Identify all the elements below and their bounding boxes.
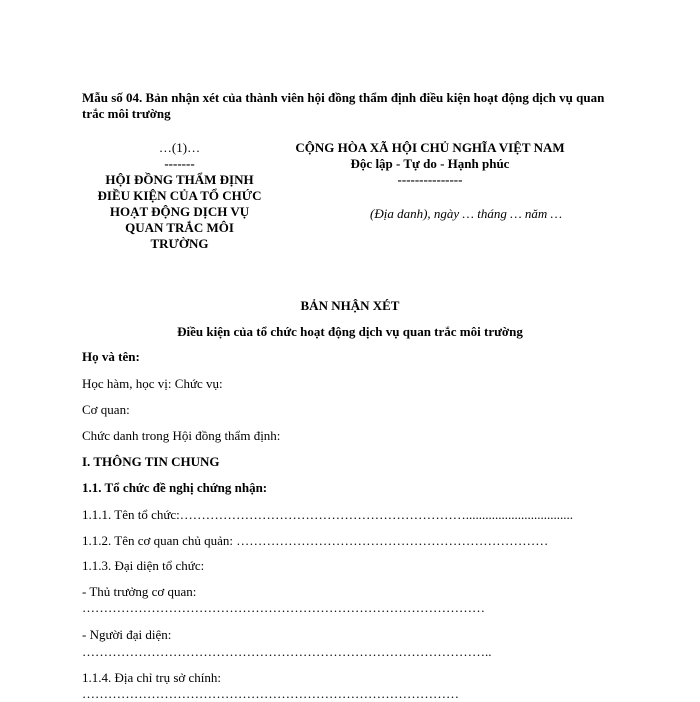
item-parent-agency: 1.1.2. Tên cơ quan chủ quản: ……………………………………………………………… <box>82 533 549 548</box>
field-name: Họ và tên: <box>82 349 140 364</box>
council-name-line: TRƯỜNG <box>150 236 209 251</box>
section-applicant: 1.1. Tổ chức đề nghị chứng nhận: <box>82 480 268 495</box>
field-rank: Học hàm, học vị: Chức vụ: <box>82 376 223 391</box>
item-head-office-address: 1.1.4. Địa chỉ trụ sở chính: <box>82 670 222 685</box>
field-agency: Cơ quan: <box>82 402 130 417</box>
nation-name: CỘNG HÒA XÃ HỘI CHỦ NGHĨA VIỆT NAM <box>295 140 565 155</box>
national-header-block <box>270 140 590 188</box>
document-title: BẢN NHẬN XÉT <box>300 298 400 313</box>
reference-number: …(1)… <box>158 140 201 155</box>
national-motto: Độc lập - Tự do - Hạnh phúc <box>350 156 510 171</box>
form-title: Mẫu số 04. Bản nhận xét của thành viên hội đồng thẩm định điều kiện hoạt động dịch vụ quan trắc môi trường <box>82 90 605 121</box>
left-rule: ------- <box>164 156 195 171</box>
item-organization-name: 1.1.1. Tên tổ chức:…………………………………………………………................................. <box>82 507 574 522</box>
field-position: Chức danh trong Hội đồng thẩm định: <box>82 428 281 443</box>
representative-label: - Người đại diện: <box>82 627 172 642</box>
item-representative: 1.1.3. Đại diện tổ chức: <box>82 558 205 573</box>
document-subtitle: Điều kiện của tổ chức hoạt động dịch vụ quan trắc môi trường <box>177 324 523 339</box>
place-date: (Địa danh), ngày … tháng … năm … <box>370 206 563 221</box>
head-of-agency-blank: ………………………………………………………………………………… <box>82 600 485 615</box>
council-name-line: QUAN TRẮC MÔI <box>125 220 234 235</box>
section-general-info: I. THÔNG TIN CHUNG <box>82 454 220 469</box>
address-blank: …………………………………………………………………………… <box>82 686 459 701</box>
council-name-line: HỘI ĐỒNG THẨM ĐỊNH <box>105 172 254 187</box>
representative-blank: ………………………………………………………………………………….. <box>82 644 492 659</box>
council-name-line: ĐIỀU KIỆN CỦA TỔ CHỨC <box>97 188 262 203</box>
issuing-body-block <box>82 140 277 252</box>
head-of-agency-label: - Thủ trưởng cơ quan: <box>82 584 197 599</box>
right-rule: --------------- <box>397 172 463 187</box>
council-name-line: HOẠT ĐỘNG DỊCH VỤ <box>109 204 250 219</box>
